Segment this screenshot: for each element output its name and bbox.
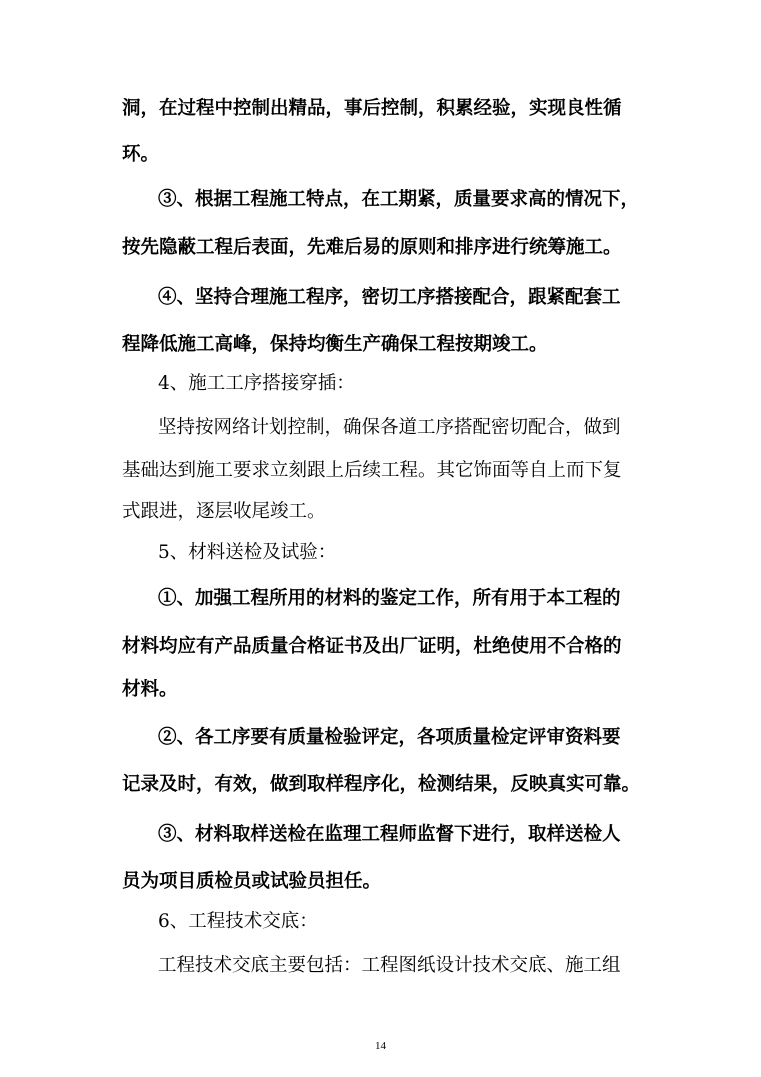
text-line: 按先隐蔽工程后表面，先难后易的原则和排序进行统筹施工。 <box>122 237 622 258</box>
text-line: 记录及时，有效，做到取样程序化，检测结果，反映真实可靠。 <box>122 774 641 795</box>
page-number: 14 <box>375 1040 386 1052</box>
text-line: 员为项目质检员或试验员担任。 <box>122 871 382 892</box>
text-line: 工程技术交底主要包括：工程图纸设计技术交底、施工组 <box>158 955 621 976</box>
text-line: 坚持按网络计划控制，确保各道工序搭配密切配合，做到 <box>158 417 621 438</box>
text-line: ③、材料取样送检在监理工程师监督下进行，取样送检人 <box>158 824 621 845</box>
text-line: 式跟进，逐层收尾竣工。 <box>122 501 326 522</box>
section-heading: 6、工程技术交底： <box>158 911 318 932</box>
text-line: 程降低施工高峰，保持均衡生产确保工程按期竣工。 <box>122 334 548 355</box>
text-line: 材料。 <box>122 679 178 700</box>
section-heading: 5、材料送检及试验： <box>158 542 337 563</box>
text-line: 材料均应有产品质量合格证书及出厂证明，杜绝使用不合格的 <box>122 636 622 657</box>
text-line: ④、坚持合理施工程序，密切工序搭接配合，跟紧配套工 <box>158 287 621 308</box>
text-line: 洞，在过程中控制出精品，事后控制，积累经验，实现良性循 <box>122 98 622 119</box>
text-line: ①、加强工程所用的材料的鉴定工作，所有用于本工程的 <box>158 588 621 609</box>
text-line: 基础达到施工要求立刻跟上后续工程。其它饰面等自上而下复 <box>122 460 622 481</box>
text-line: 环。 <box>122 144 160 165</box>
text-line: ③、根据工程施工特点，在工期紧，质量要求高的情况下， <box>158 189 640 210</box>
section-heading: 4、施工工序搭接穿插： <box>158 373 355 394</box>
text-line: ②、各工序要有质量检验评定，各项质量检定评审资料要 <box>158 727 621 748</box>
